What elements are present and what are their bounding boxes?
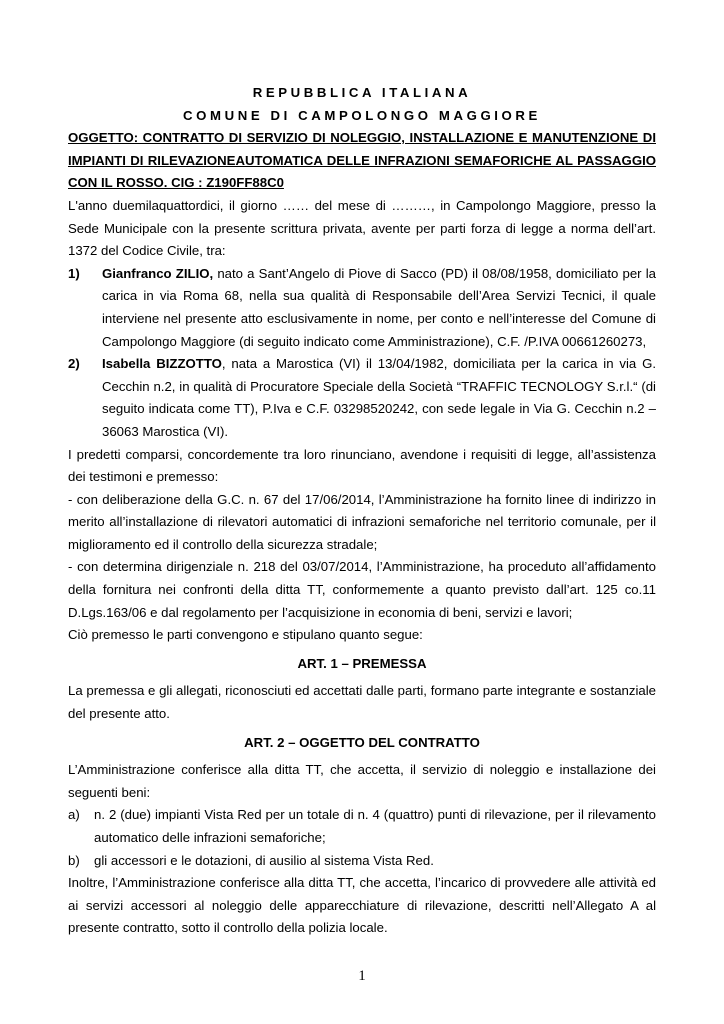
premise-close: Ciò premesso le parti convengono e stipulano quanto segue: — [68, 627, 423, 643]
party-number: 2) — [68, 356, 80, 372]
party-text — [102, 353, 656, 443]
party-2 — [68, 353, 656, 443]
list-letter: b) — [68, 852, 80, 868]
header-republic: REPUBBLICA ITALIANA — [252, 85, 472, 100]
party-details: nato a Sant’Angelo di Piove di Sacco (PD) il 08/08/1958, domiciliato per la carica in via Roma 68, nella sua qualità di Responsabile dell’Area Servizi Tecnici, il quale interviene nel presente atto esclusivamente in nome, per conto e nell’interesse del Comune di Campolongo Maggiore (di seguito indicato come Amministrazione), C.F. /P.IVA 00661260273, — [102, 265, 656, 349]
article-1-title: ART. 1 – PREMESSA — [297, 655, 427, 671]
party-details: , nata a Marostica (VI) il 13/04/1982, domiciliata per la carica in via G. Cecchin n.2, in qualità di Procuratore Speciale della Società “TRAFFIC TECNOLOGY S.r.l.“ (di seguito indicata come TT), P.Iva e C.F. 03298520242, con sede legale in Via G. Cecchin n.2 – 36063 Marostica (VI). — [102, 356, 656, 439]
document-page — [68, 82, 656, 940]
list-text: gli accessori e le dotazioni, di ausilio al sistema Vista Red. — [94, 852, 434, 868]
party-number: 1) — [68, 265, 80, 281]
list-item — [68, 850, 656, 873]
page-number: 1 — [358, 968, 366, 984]
list-item — [68, 804, 656, 849]
party-text — [102, 263, 656, 353]
article-2-title: ART. 2 – OGGETTO DEL CONTRATTO — [244, 734, 480, 750]
party-name: Isabella BIZZOTTO — [102, 356, 222, 372]
list-letter: a) — [68, 807, 80, 823]
premise-item: - con deliberazione della G.C. n. 67 del 17/06/2014, l’Amministrazione ha fornito linee di indirizzo in merito all’installazione di rilevatori automatici di infrazioni semaforiche nel territorio comunale, per il miglioramento ed il controllo della sicurezza stradale; — [68, 491, 656, 552]
intro-paragraph: L'anno duemilaquattordici, il giorno …… del mese di ………, in Campolongo Maggiore, presso la Sede Municipale con la presente scrittura privata, avente per parti forza di legge a norma dell’art. 1372 del Codice Civile, tra: — [68, 197, 656, 259]
list-text: n. 2 (due) impianti Vista Red per un totale di n. 4 (quattro) punti di rilevazione, per il rilevamento automatico delle infrazioni semaforiche; — [94, 807, 656, 845]
contract-subject: OGGETTO: CONTRATTO DI SERVIZIO DI NOLEGGIO, INSTALLAZIONE E MANUTENZIONE DI IMPIANTI DI RILEVAZIONEAUTOMATICA DELLE INFRAZIONI SEMAFORICHE AL PASSAGGIO CON IL ROSSO. CIG : Z190FF88C0 — [68, 130, 656, 191]
article-2-closing: Inoltre, l’Amministrazione conferisce alla ditta TT, che accetta, l’incarico di provvedere alle attività ed ai servizi accessori al noleggio delle apparecchiature di rilevazione, descritti nell’Allegato A al presente contratto, sotto il controllo della polizia locale. — [68, 875, 656, 936]
party-name: Gianfranco ZILIO, — [102, 265, 214, 281]
article-2-text: L’Amministrazione conferisce alla ditta TT, che accetta, il servizio di noleggio e installazione dei seguenti beni: — [68, 762, 656, 800]
party-1 — [68, 263, 656, 353]
premise-intro: I predetti comparsi, concordemente tra loro rinunciano, avendone i requisiti di legge, all’assistenza dei testimoni e premesso: — [68, 446, 656, 485]
header-municipality: COMUNE DI CAMPOLONGO MAGGIORE — [183, 107, 541, 123]
premise-item: - con determina dirigenziale n. 218 del 03/07/2014, l’Amministrazione, ha proceduto all’affidamento della fornitura nei confronti della ditta TT, conformemente a quanto previsto dall’art. 125 co.11 D.Lgs.163/06 e dal regolamento per l’acquisizione in economia di beni, servizi e lavori; — [68, 559, 656, 620]
article-1-text: La premessa e gli allegati, riconosciuti ed accettati dalle parti, formano parte integrante e sostanziale del presente atto. — [68, 683, 656, 722]
